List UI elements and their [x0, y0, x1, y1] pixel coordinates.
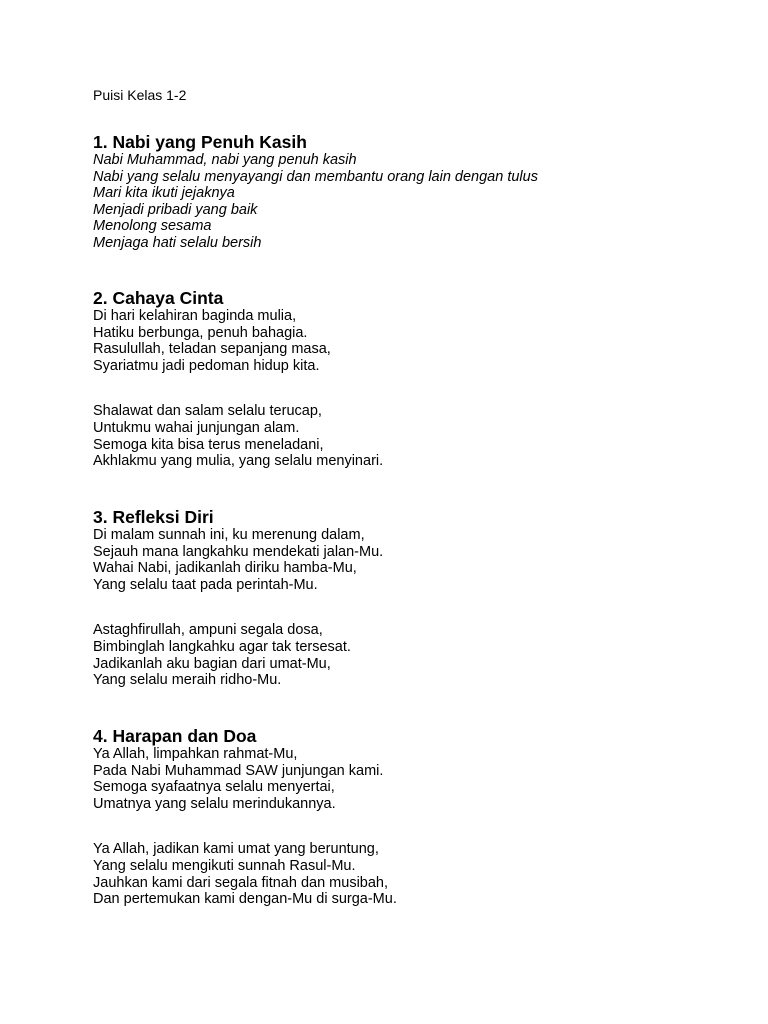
poem-line: Hatiku berbunga, penuh bahagia. [93, 324, 308, 341]
poem-stanza [93, 841, 397, 907]
poem-line: Nabi yang selalu menyayangi dan membantu orang lain dengan tulus [93, 168, 538, 185]
document-page [93, 86, 733, 908]
poem-line: Astaghfirullah, ampuni segala dosa, [93, 622, 323, 639]
poem-title: 1. Nabi yang Penuh Kasih [93, 132, 307, 152]
poem-title: 2. Cahaya Cinta [93, 288, 224, 308]
poem-line: Di malam sunnah ini, ku merenung dalam, [93, 527, 365, 543]
poem-line: Yang selalu taat pada perintah-Mu. [93, 576, 318, 593]
poem-line: Pada Nabi Muhammad SAW junjungan kami. [93, 762, 384, 779]
poem-line: Ya Allah, limpahkan rahmat-Mu, [93, 746, 298, 762]
poem-line: Semoga syafaatnya selalu menyertai, [93, 779, 335, 796]
poem-line: Yang selalu mengikuti sunnah Rasul-Mu. [93, 857, 356, 874]
poem-line: Dan pertemukan kami dengan-Mu di surga-Mu. [93, 891, 397, 908]
poem-1 [93, 132, 538, 252]
poem-line: Nabi Muhammad, nabi yang penuh kasih [93, 152, 357, 168]
poem-line: Di hari kelahiran baginda mulia, [93, 308, 297, 324]
stanza-gap [93, 812, 397, 841]
poem-line: Jauhkan kami dari segala fitnah dan musibah, [93, 874, 389, 891]
poem-line: Ya Allah, jadikan kami umat yang beruntung, [93, 841, 379, 858]
poem-line: Sejauh mana langkahku mendekati jalan-Mu. [93, 543, 384, 560]
stanza-gap [93, 593, 383, 622]
poem-line: Menjaga hati selalu bersih [93, 234, 262, 251]
poem-line: Menjadi pribadi yang baik [93, 201, 258, 218]
poem-stanza [93, 403, 383, 469]
poem-line: Akhlakmu yang mulia, yang selalu menyinari. [93, 453, 384, 470]
poem-line: Umatnya yang selalu merindukannya. [93, 795, 336, 812]
poem-line: Mari kita ikuti jejaknya [93, 185, 235, 202]
poem-stanza [93, 308, 383, 374]
poem-line: Semoga kita bisa terus meneladani, [93, 436, 324, 453]
poem-3 [93, 507, 383, 689]
poem-line: Syariatmu jadi pedoman hidup kita. [93, 357, 320, 374]
poem-title: 4. Harapan dan Doa [93, 726, 257, 746]
poem-4 [93, 726, 397, 908]
poem-stanza [93, 152, 538, 252]
poem-stanza [93, 622, 383, 688]
poem-line: Rasulullah, teladan sepanjang masa, [93, 341, 331, 358]
poem-line: Jadikanlah aku bagian dari umat-Mu, [93, 655, 331, 672]
poem-stanza [93, 527, 383, 593]
poem-line: Yang selalu meraih ridho-Mu. [93, 672, 282, 689]
poem-title: 3. Refleksi Diri [93, 507, 214, 527]
poem-line: Shalawat dan salam selalu terucap, [93, 403, 322, 420]
poem-stanza [93, 746, 397, 812]
poem-2 [93, 288, 383, 470]
poem-line: Untukmu wahai junjungan alam. [93, 419, 300, 436]
poem-line: Bimbinglah langkahku agar tak tersesat. [93, 638, 351, 655]
poem-line: Wahai Nabi, jadikanlah diriku hamba-Mu, [93, 560, 357, 577]
document-header: Puisi Kelas 1-2 [93, 87, 187, 103]
poem-line: Menolong sesama [93, 218, 212, 235]
stanza-gap [93, 374, 383, 403]
